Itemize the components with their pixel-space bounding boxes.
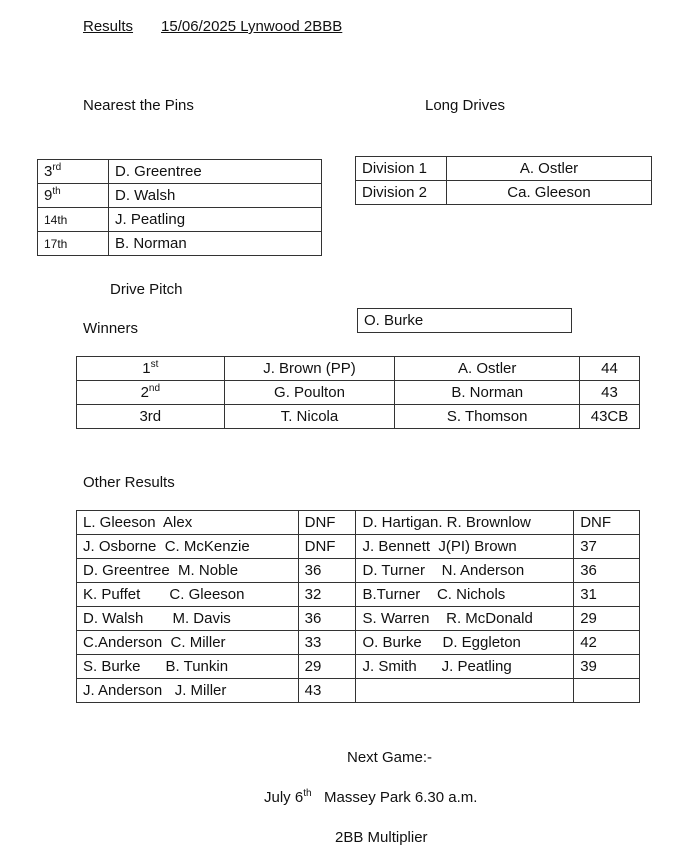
score-cell: 43CB: [580, 405, 640, 429]
pair-names: C.Anderson C. Miller: [77, 631, 299, 655]
place-suffix: st: [150, 359, 159, 370]
pair-names: D. Hartigan. R. Brownlow: [356, 511, 574, 535]
pair-names: J. Osborne C. McKenzie: [77, 535, 299, 559]
score-cell: 36: [298, 607, 356, 631]
drive-pitch-heading: Drive Pitch: [110, 281, 183, 298]
date-venue: 15/06/2025 Lynwood 2BBB: [161, 18, 343, 35]
player2-name: S. Thomson: [395, 405, 580, 429]
nearest-pins-heading: Nearest the Pins: [83, 97, 194, 114]
table-row: [77, 511, 640, 535]
next-game-date-suffix: th: [303, 788, 312, 799]
hole-cell: [38, 208, 109, 232]
score-cell: 42: [574, 631, 640, 655]
score-cell: 31: [574, 583, 640, 607]
pair-names: L. Gleeson Alex: [77, 511, 299, 535]
next-game-venue-time: Massey Park 6.30 a.m.: [324, 789, 478, 806]
pair-names: S. Warren R. McDonald: [356, 607, 574, 631]
nearest-pins-table: [37, 159, 322, 256]
table-row: [358, 309, 572, 333]
next-game-format: 2BB Multiplier: [335, 829, 428, 846]
pair-names: B.Turner C. Nichols: [356, 583, 574, 607]
winners-table: [76, 356, 640, 429]
score-cell: DNF: [298, 511, 356, 535]
table-row: [38, 208, 322, 232]
pair-names: D. Walsh M. Davis: [77, 607, 299, 631]
player1-name: J. Brown (PP): [224, 357, 395, 381]
place-number: 2: [140, 384, 149, 401]
pair-names: D. Turner N. Anderson: [356, 559, 574, 583]
table-row: [38, 160, 322, 184]
score-cell: 36: [574, 559, 640, 583]
place-suffix: nd: [148, 383, 161, 394]
hole-number: 17th: [44, 236, 68, 251]
place-cell: [77, 357, 225, 381]
table-row: [356, 157, 652, 181]
table-row: [77, 607, 640, 631]
player-name: D. Walsh: [109, 184, 322, 208]
player-name: B. Norman: [109, 232, 322, 256]
player2-name: B. Norman: [395, 381, 580, 405]
table-row: [77, 583, 640, 607]
place-number: 1: [142, 360, 151, 377]
pair-names: [356, 679, 574, 703]
table-row: [77, 655, 640, 679]
score-cell: 29: [298, 655, 356, 679]
table-row: [356, 181, 652, 205]
player2-name: A. Ostler: [395, 357, 580, 381]
score-cell: 44: [580, 357, 640, 381]
score-cell: 39: [574, 655, 640, 679]
hole-cell: [38, 184, 109, 208]
table-row: [77, 631, 640, 655]
player1-name: G. Poulton: [224, 381, 395, 405]
division-cell: Division 1: [356, 157, 447, 181]
winners-heading: Winners: [83, 320, 139, 337]
pair-names: J. Anderson J. Miller: [77, 679, 299, 703]
score-cell: 37: [574, 535, 640, 559]
next-game-date: July 6: [264, 789, 304, 806]
score-cell: 36: [298, 559, 356, 583]
player-name: J. Peatling: [109, 208, 322, 232]
drive-pitch-table: [357, 308, 572, 333]
score-cell: 32: [298, 583, 356, 607]
pair-names: J. Bennett J(PI) Brown: [356, 535, 574, 559]
score-cell: 43: [298, 679, 356, 703]
results-label: Results: [83, 18, 134, 35]
score-cell: DNF: [574, 511, 640, 535]
player-name: Ca. Gleeson: [447, 181, 652, 205]
long-drives-heading: Long Drives: [425, 97, 506, 114]
player-name: A. Ostler: [447, 157, 652, 181]
other-results-heading: Other Results: [83, 474, 175, 491]
player1-name: T. Nicola: [224, 405, 395, 429]
place-cell: [77, 405, 225, 429]
hole-cell: [38, 232, 109, 256]
next-game-details: [264, 789, 477, 806]
score-cell: [574, 679, 640, 703]
table-row: [77, 559, 640, 583]
hole-number: 3: [44, 163, 53, 180]
table-row: [77, 679, 640, 703]
hole-number: 14th: [44, 212, 68, 227]
pair-names: D. Greentree M. Noble: [77, 559, 299, 583]
pair-names: O. Burke D. Eggleton: [356, 631, 574, 655]
place-number: 3rd: [139, 408, 162, 425]
hole-cell: [38, 160, 109, 184]
player-name: D. Greentree: [109, 160, 322, 184]
pair-names: J. Smith J. Peatling: [356, 655, 574, 679]
drive-pitch-winner: O. Burke: [358, 309, 572, 333]
hole-number: 9: [44, 187, 53, 204]
place-cell: [77, 381, 225, 405]
hole-suffix: th: [52, 186, 61, 197]
pair-names: S. Burke B. Tunkin: [77, 655, 299, 679]
table-row: [38, 232, 322, 256]
score-cell: 43: [580, 381, 640, 405]
long-drives-table: [355, 156, 652, 205]
other-results-table: [76, 510, 640, 703]
division-cell: Division 2: [356, 181, 447, 205]
table-row: [77, 405, 640, 429]
table-row: [77, 381, 640, 405]
score-cell: DNF: [298, 535, 356, 559]
table-row: [38, 184, 322, 208]
table-row: [77, 535, 640, 559]
next-game-heading: Next Game:-: [347, 749, 433, 766]
score-cell: 33: [298, 631, 356, 655]
hole-suffix: rd: [52, 162, 62, 173]
pair-names: K. Puffet C. Gleeson: [77, 583, 299, 607]
table-row: [77, 357, 640, 381]
page-title: [83, 18, 342, 35]
score-cell: 29: [574, 607, 640, 631]
